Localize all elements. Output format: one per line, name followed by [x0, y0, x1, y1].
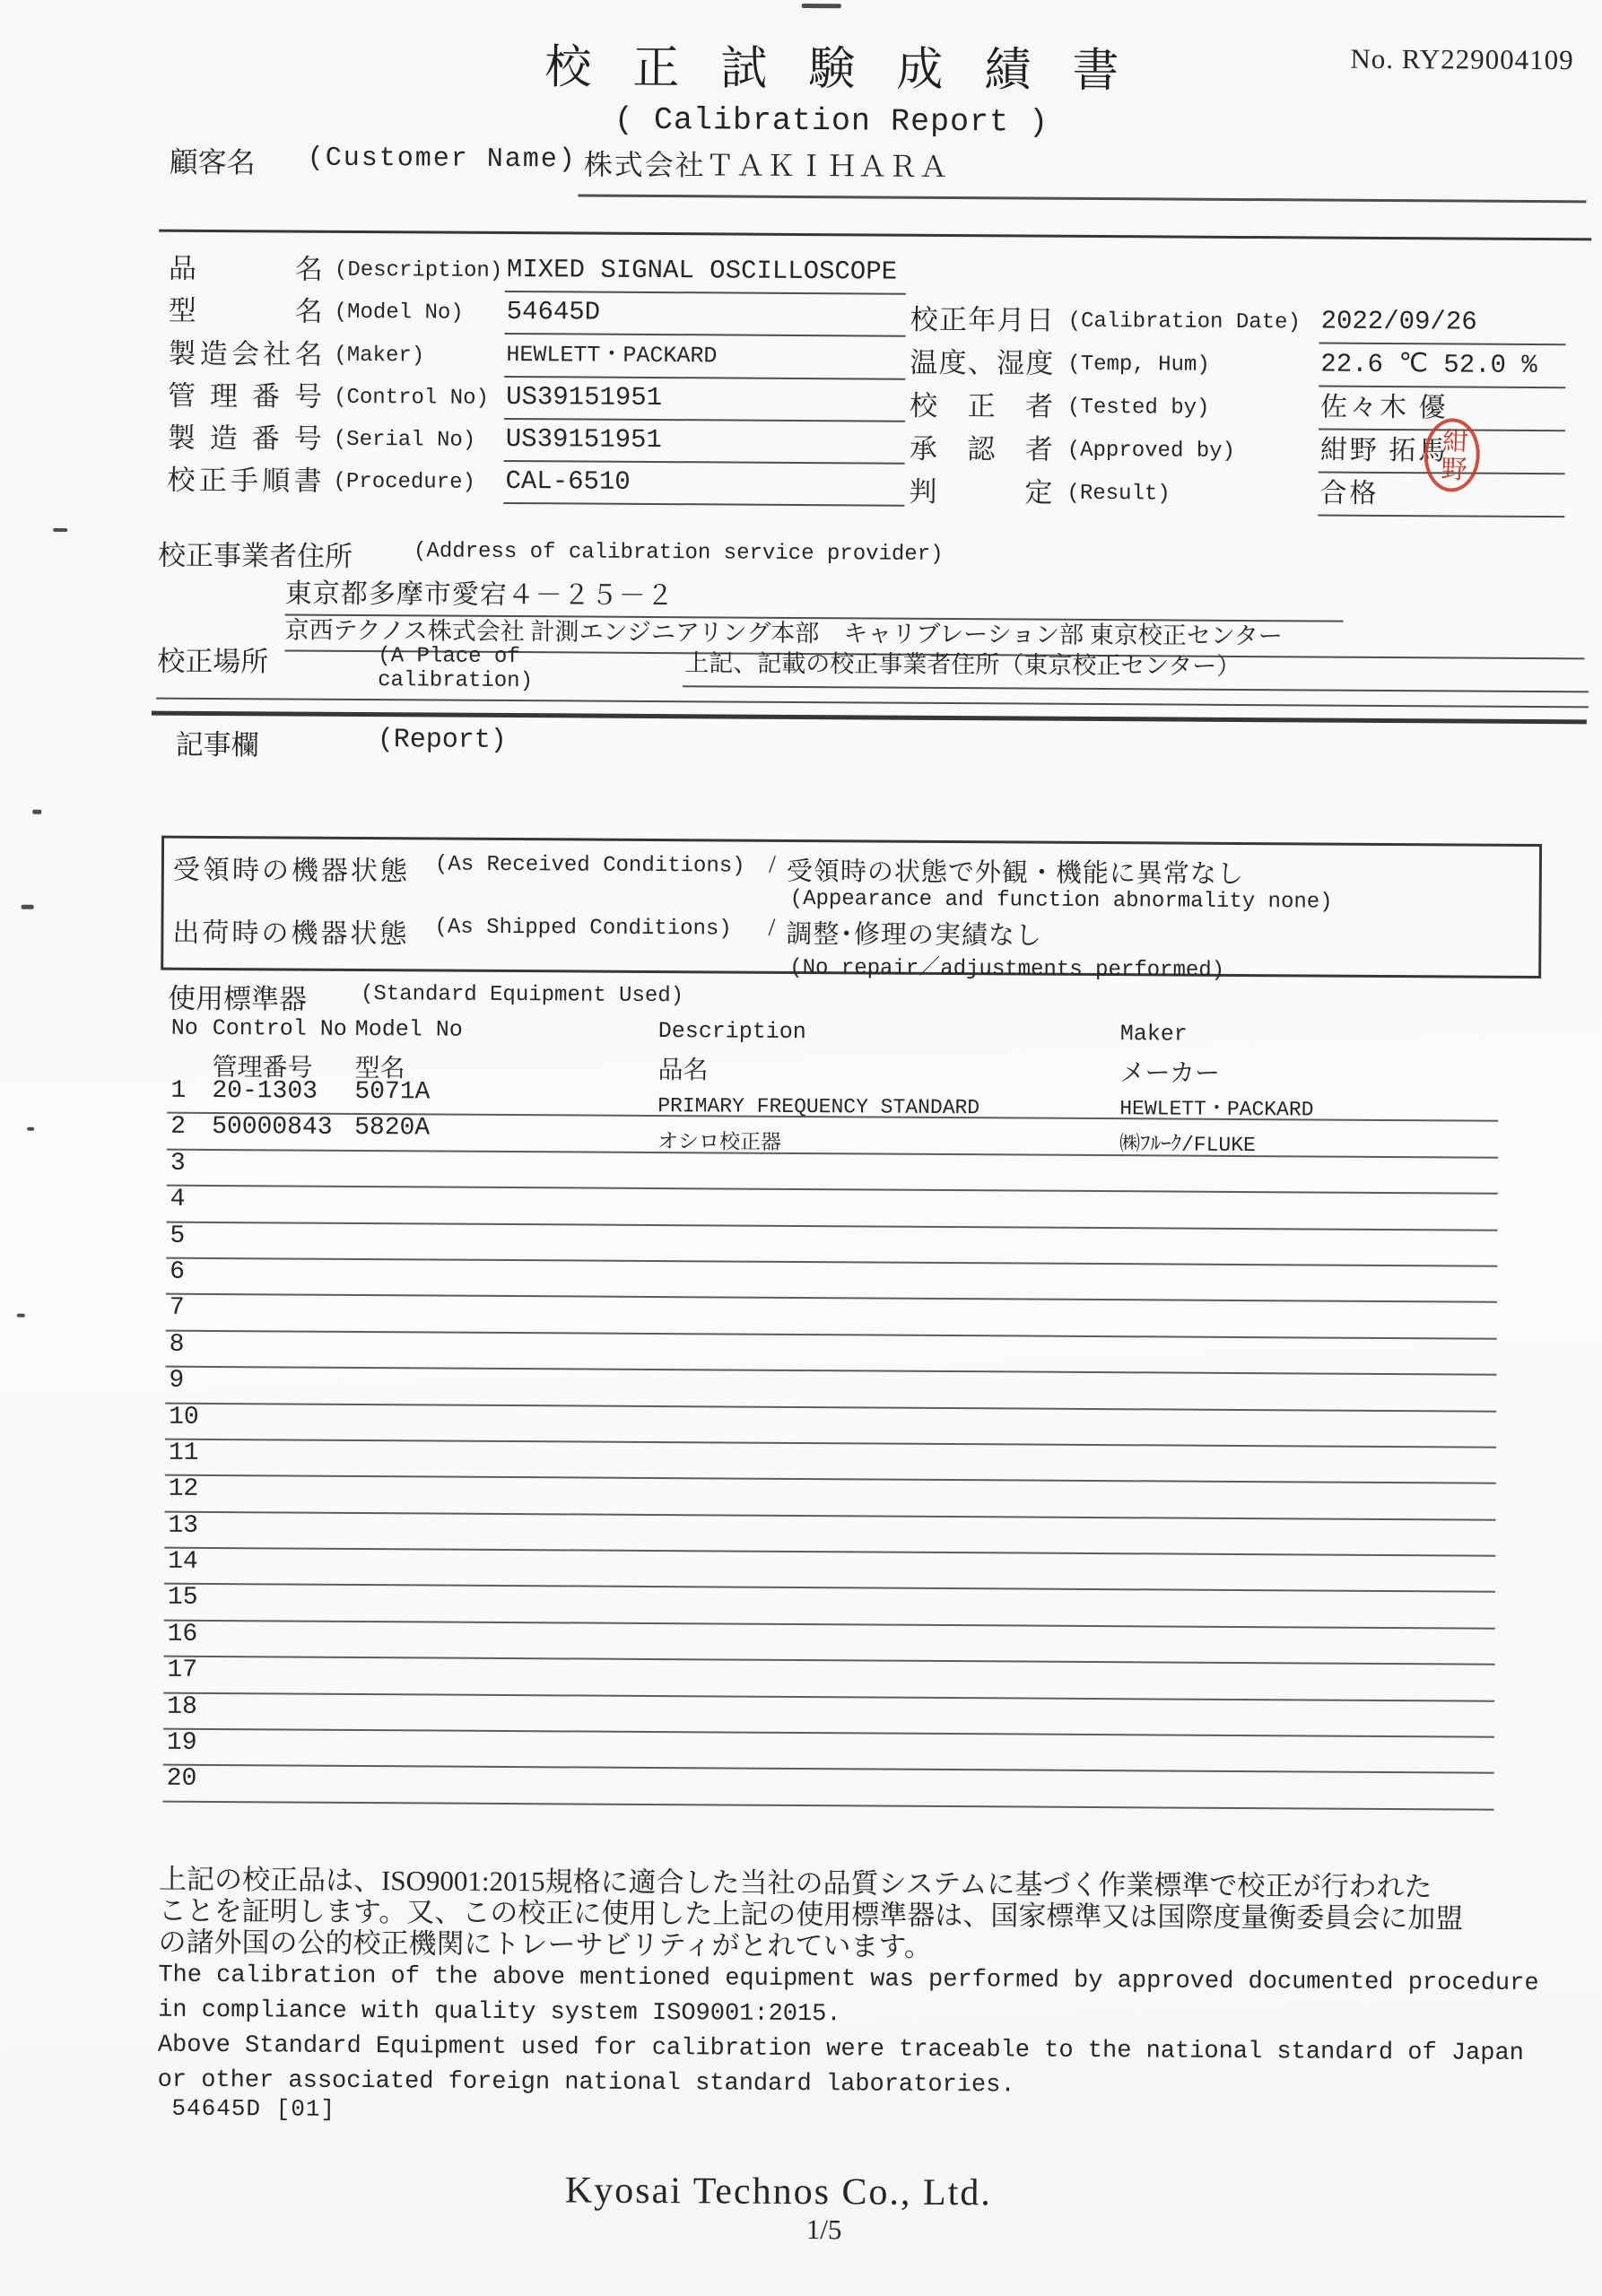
equip-cell-control-no [205, 1657, 348, 1658]
provider-label-jp: 校正事業者住所 [157, 539, 353, 572]
equipment-section-row [168, 976, 683, 1020]
blank-rule [156, 698, 1589, 709]
procedure-value: CAL-6510 [503, 466, 904, 507]
field-row-maker [168, 337, 905, 384]
equip-cell-control-no [205, 1585, 348, 1586]
certification-jp-line: 上記の校正品は、ISO9001:2015規格に適合した当社の品質システムに基づく作業標準で校正が行われた [158, 1863, 1432, 1903]
equip-cell-no: 13 [168, 1511, 199, 1540]
equip-cell-maker [1114, 1385, 1496, 1387]
field-label-en: (Maker) [334, 343, 425, 369]
equip-cell-maker [1115, 1240, 1497, 1243]
equip-cell-maker [1113, 1566, 1495, 1569]
equip-cell-description: オシロ校正器 [657, 1130, 782, 1154]
equip-cell-control-no: 50000843 [212, 1113, 333, 1143]
col-header-maker: Maker [1119, 1021, 1188, 1048]
equip-cell-no: 15 [167, 1584, 198, 1613]
provider-address-line2: 京西テクノス株式会社 計測エンジニアリング本部 キャリブレーション部 東京校正センター [284, 610, 1584, 659]
customer-label-en: (Customer Name) [307, 143, 577, 176]
certification-jp-line: の諸外国の公的校正機関にトレーサビリティがとれています。 [158, 1926, 933, 1962]
col-header-desc-jp: 品名 [657, 1057, 709, 1085]
certification-statement-en [158, 1959, 1576, 2108]
equip-cell-no: 4 [170, 1185, 186, 1213]
conditions-box [161, 836, 1542, 983]
field-label-en: (Tested by) [1067, 395, 1210, 421]
field-label-en: (Result) [1067, 481, 1171, 507]
condition-separator: / [768, 913, 776, 942]
field-label-en: (Serial No) [333, 427, 476, 453]
place-label-en: (A Place of calibration) [378, 644, 534, 694]
tested-by-value: 佐々木 優 [1319, 393, 1565, 432]
equip-cell-maker [1112, 1747, 1494, 1750]
scan-artifact [22, 905, 34, 909]
equip-cell-description [653, 1346, 1115, 1349]
col-header-model-jp: 型名 [354, 1054, 405, 1083]
field-label-jp: 管理番号 [168, 379, 323, 413]
certification-en-line: in compliance with quality system ISO9001:2015. [158, 1996, 841, 2029]
equip-cell-control-no [207, 1332, 350, 1333]
equip-cell-maker [1113, 1639, 1495, 1641]
approval-hanko-stamp: 紺野 [1423, 417, 1481, 492]
document-code: 54645D [01] [171, 2094, 336, 2123]
provider-label-en: (Address of calibration service provider) [413, 539, 944, 567]
equip-cell-control-no: 20-1303 [212, 1076, 318, 1106]
equip-cell-no: 6 [170, 1257, 186, 1286]
equip-cell-no: 16 [167, 1620, 198, 1648]
scan-artifact [17, 1314, 25, 1318]
equip-cell-control-no [205, 1766, 347, 1767]
equip-cell-no: 18 [167, 1692, 197, 1721]
condition-label-jp: 受領時の機器状態 [172, 855, 410, 887]
equip-cell-no: 17 [167, 1656, 198, 1685]
equip-cell-description [652, 1455, 1114, 1457]
report-number: No. RY229004109 [1350, 42, 1574, 76]
scan-artifact [32, 810, 41, 814]
col-header-no: No [170, 1014, 198, 1041]
scan-artifact [53, 528, 67, 532]
equip-cell-maker [1114, 1493, 1496, 1496]
equip-cell-maker [1112, 1711, 1494, 1714]
field-row-serial-no [168, 422, 905, 469]
calibration-fields [909, 304, 1565, 523]
instrument-fields [167, 253, 906, 512]
equip-cell-control-no [205, 1549, 348, 1550]
equip-cell-no: 3 [170, 1149, 186, 1178]
field-label-jp: 校正者 [909, 389, 1054, 422]
notes-label-jp: 記事欄 [175, 728, 259, 761]
col-header-control-jp: 管理番号 [212, 1053, 313, 1083]
equip-cell-description [652, 1491, 1114, 1493]
provider-address-line1: 東京都多摩市愛宕４－２５－２ [285, 570, 1344, 622]
serial-no-value: US39151951 [504, 424, 905, 465]
control-no-value: US39151951 [504, 382, 905, 422]
provider-address-row [158, 533, 944, 578]
equip-cell-no: 1 [170, 1076, 187, 1105]
certification-en-line: The calibration of the above mentioned equipment was performed by approved documented procedure [158, 1961, 1539, 1998]
condition-label-en: (As Shipped Conditions) [434, 915, 732, 942]
field-row-description [169, 253, 906, 300]
equip-cell-control-no [206, 1404, 349, 1405]
col-header-model-no: Model No [354, 1015, 463, 1043]
page-number: 1/5 [805, 2213, 842, 2246]
field-label-jp: 校正手順書 [167, 465, 322, 498]
equip-cell-no: 5 [170, 1222, 186, 1250]
equip-cell-model-no: 5820A [354, 1114, 431, 1143]
field-label-en: (Approved by) [1067, 438, 1236, 464]
equip-cell-control-no [206, 1440, 349, 1441]
equipment-label-jp: 使用標準器 [167, 982, 308, 1015]
field-label-jp: 製造番号 [167, 422, 322, 455]
equip-cell-no: 14 [168, 1547, 198, 1576]
certification-statement-jp [158, 1864, 1504, 1966]
document-header [491, 29, 1173, 142]
field-label-en: (Temp, Hum) [1067, 352, 1210, 378]
equip-cell-description [650, 1780, 1112, 1783]
equip-cell-control-no [206, 1513, 349, 1514]
temp-hum-value: 22.6 ℃ 52.0 % [1319, 350, 1565, 389]
customer-label-jp: 顧客名 [169, 145, 256, 179]
equip-cell-no: 11 [168, 1439, 199, 1467]
calibration-date-value: 2022/09/26 [1319, 307, 1565, 346]
equip-cell-control-no [207, 1295, 350, 1296]
equip-cell-maker [1115, 1312, 1497, 1315]
equipment-rows [163, 1078, 1499, 1811]
field-label-jp: 判定 [909, 475, 1053, 509]
equip-cell-description [653, 1274, 1115, 1276]
equip-cell-maker: ㈱ﾌﾙｰｸ/FLUKE [1119, 1133, 1256, 1158]
field-label-en: (Control No) [334, 385, 490, 411]
equip-cell-no: 20 [166, 1765, 197, 1794]
equip-cell-maker [1113, 1530, 1495, 1533]
equip-cell-description [651, 1599, 1113, 1602]
place-label-jp: 校正場所 [157, 645, 269, 678]
field-label-jp: 承認者 [909, 432, 1053, 465]
equip-cell-maker: HEWLETT・PACKARD [1119, 1097, 1314, 1122]
equipment-table-row [163, 1766, 1494, 1810]
place-value: 上記、記載の校正事業者住所（東京校正センター） [683, 641, 1589, 692]
equip-cell-no: 7 [169, 1294, 185, 1323]
notes-label-en: (Report) [377, 725, 507, 756]
equip-cell-maker [1114, 1457, 1496, 1460]
equip-cell-control-no [205, 1694, 347, 1695]
equip-cell-model-no: 5071A [354, 1077, 431, 1107]
equip-cell-maker [1114, 1422, 1496, 1424]
field-label-jp: 型名 [168, 294, 323, 328]
document-title-en: ( Calibration Report ) [614, 101, 1049, 141]
field-row-model [169, 295, 906, 342]
equip-cell-control-no [208, 1151, 351, 1152]
as-shipped-condition-value-en: (No repair／adjustments performed) [789, 955, 1225, 983]
field-row-calibration-date [910, 304, 1565, 351]
equip-cell-description [654, 1165, 1116, 1168]
as-received-condition-row [173, 848, 1244, 893]
scan-artifact [802, 4, 841, 8]
col-header-maker-jp: メーカー [1119, 1059, 1221, 1088]
field-label-en: (Calibration Date) [1067, 309, 1301, 335]
condition-separator: / [768, 850, 776, 879]
equip-cell-no: 9 [169, 1366, 185, 1395]
equip-cell-description [652, 1382, 1114, 1385]
col-header-description: Description [657, 1018, 806, 1046]
equip-cell-description [651, 1563, 1113, 1566]
scan-artifact [27, 1127, 34, 1131]
condition-label-jp: 出荷時の機器状態 [172, 918, 410, 950]
approved-by-value: 紺野 拓馬 [1319, 436, 1565, 475]
field-label-jp: 温度、湿度 [910, 346, 1054, 379]
equip-cell-no: 8 [169, 1330, 185, 1359]
equip-cell-maker [1115, 1349, 1497, 1352]
calibration-place-row [157, 639, 1589, 700]
notes-section-row [176, 722, 507, 764]
equip-cell-maker [1112, 1784, 1494, 1787]
certification-jp-line: ことを証明します。又、この校正に使用した上記の使用標準器は、国家標準又は国際度量衡委員会に加盟 [158, 1894, 1464, 1935]
field-label-jp: 校正年月日 [910, 303, 1054, 336]
equip-cell-description [653, 1309, 1115, 1312]
as-received-condition-value-en: (Appearance and function abnormality none) [789, 886, 1333, 915]
equip-cell-control-no [205, 1730, 347, 1731]
as-received-condition-value: 受領時の状態で外観・機能に異常なし [786, 857, 1244, 890]
condition-label-en: (As Received Conditions) [434, 852, 745, 879]
equip-cell-description [652, 1419, 1114, 1422]
equip-cell-description [650, 1709, 1112, 1711]
equip-cell-description [651, 1527, 1113, 1530]
field-row-control-no [168, 380, 905, 427]
equip-cell-description [650, 1672, 1112, 1674]
equip-cell-description: PRIMARY FREQUENCY STANDARD [657, 1094, 980, 1120]
maker-value: HEWLETT・PACKARD [504, 340, 905, 380]
equip-cell-control-no [207, 1259, 350, 1260]
equip-cell-description [654, 1201, 1116, 1204]
equip-cell-no: 19 [166, 1728, 197, 1757]
customer-name-value: 株式会社ＴＡＫＩＨＡＲＡ [578, 142, 1586, 203]
equip-cell-control-no [206, 1368, 349, 1369]
equip-cell-control-no [207, 1223, 350, 1224]
equipment-label-en: (Standard Equipment Used) [360, 981, 684, 1009]
equip-cell-no: 10 [169, 1403, 199, 1431]
equip-cell-maker [1113, 1603, 1495, 1605]
field-label-en: (Model No) [334, 300, 464, 326]
certification-en-line: or other associated foreign national standard laboratories. [157, 2066, 1015, 2100]
field-label-en: (Procedure) [333, 470, 476, 496]
equip-cell-description [650, 1744, 1112, 1747]
field-row-procedure [167, 465, 904, 511]
equipment-table [163, 1015, 1499, 1811]
header-divider-rule [159, 230, 1591, 241]
company-name: Kyosai Technos Co., Ltd. [564, 2170, 992, 2214]
description-value: MIXED SIGNAL OSCILLOSCOPE [505, 255, 906, 295]
equip-cell-maker [1112, 1674, 1494, 1677]
equip-cell-maker [1116, 1168, 1498, 1170]
customer-row [169, 140, 1586, 204]
equip-cell-control-no [206, 1476, 349, 1477]
equip-cell-no: 12 [168, 1474, 199, 1504]
field-label-jp: 品名 [168, 252, 324, 285]
col-header-control-no: Control No [212, 1014, 347, 1042]
equip-cell-description [651, 1636, 1113, 1639]
equip-cell-maker [1116, 1204, 1498, 1206]
equip-cell-maker [1115, 1276, 1497, 1279]
as-shipped-condition-value: 調整･修理の実績なし [786, 919, 1043, 951]
field-label-jp: 製造会社名 [168, 337, 323, 370]
field-row-temp-hum [910, 347, 1565, 394]
equip-cell-no: 2 [170, 1113, 187, 1142]
equip-cell-description [653, 1238, 1115, 1240]
model-no-value: 54645D [505, 297, 906, 337]
certification-en-line: Above Standard Equipment used for calibration were traceable to the national standard of Japan [157, 2031, 1524, 2067]
document-title-jp: 校正試験成績書 [544, 42, 1161, 98]
field-label-en: (Description) [334, 257, 503, 283]
result-value: 合格 [1318, 479, 1564, 518]
